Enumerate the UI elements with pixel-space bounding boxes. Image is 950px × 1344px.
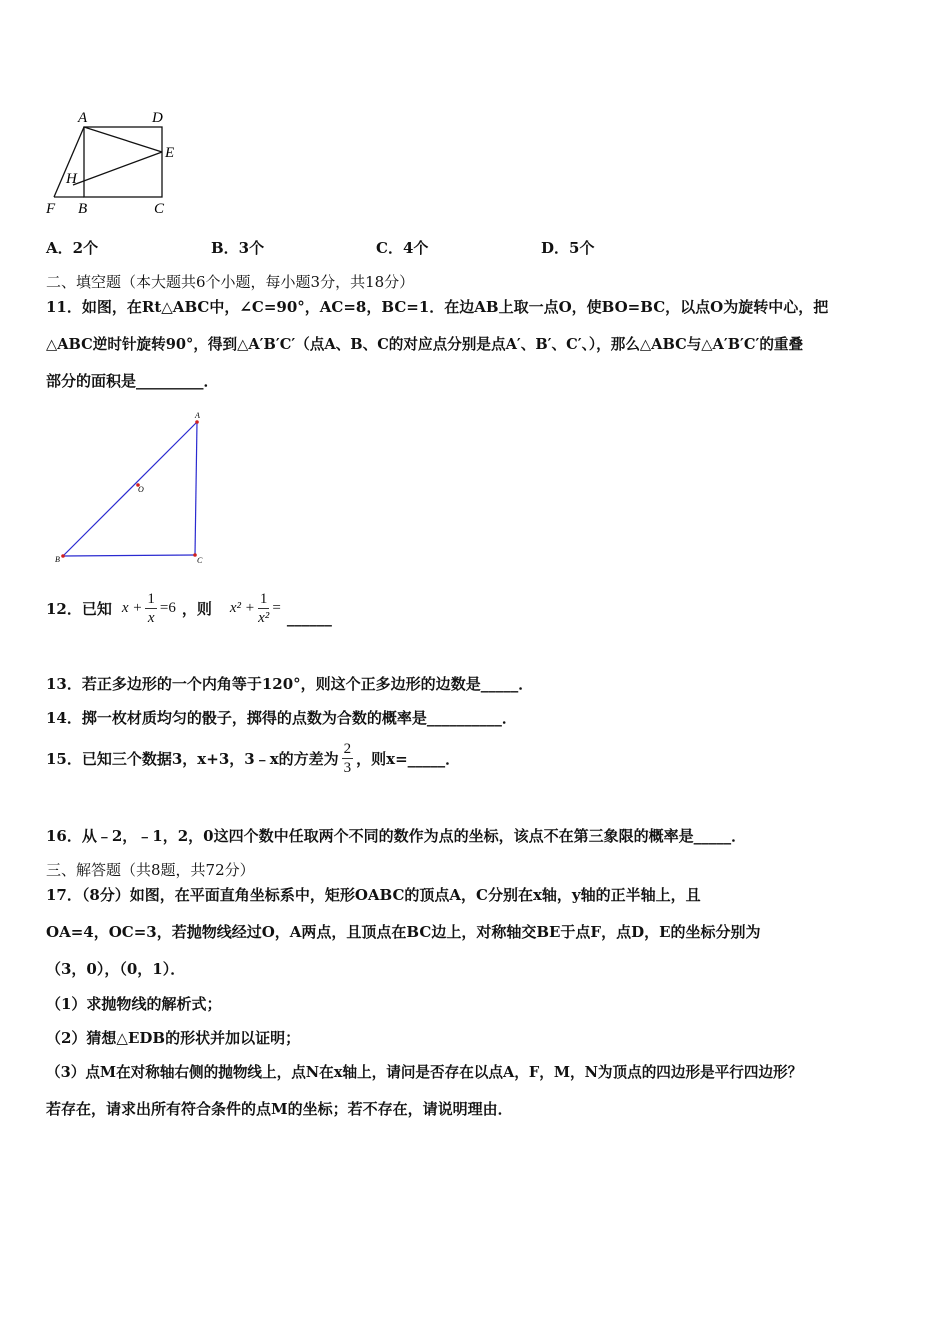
q17-part1: （1）求抛物线的解析式； (46, 995, 222, 1013)
q16-line: 16．从﹣2，﹣1，2，0这四个数中任取两个不同的数作为点的坐标，该点不在第三象限的概率是_____． (46, 827, 747, 845)
q17-part2: （2）猜想△EDB的形状并加以证明； (46, 1029, 301, 1047)
label-o: O (138, 485, 144, 494)
figure-q11 (50, 408, 220, 570)
triangle-abc (63, 422, 197, 556)
q15-suffix: ，则x=_____． (356, 750, 461, 768)
q12-expr2-fraction: $\frac{1}{\text{x²}}$ (258, 591, 270, 626)
q12-expr1-fraction: $\frac{1}{x}$ (147, 591, 155, 626)
q17-part3b: 若存在，请求出所有符合条件的点M的坐标；若不存在，请说明理由． (46, 1100, 513, 1118)
q17-part3: （3）点M在对称轴右侧的抛物线上，点N在x轴上，请问是否存在以点A，F，M，N为顶点的四边形是平行四边形？ (46, 1064, 803, 1081)
q17-line2: OA=4，OC=3，若抛物线经过O，A两点，且顶点在BC边上，对称轴交BE于点F，点D，E的坐标分别为 (46, 923, 761, 941)
figure-q10 (40, 105, 200, 217)
q10-option-a: A．2个 (46, 239, 99, 257)
q14-line: 14．掷一枚材质均匀的骰子，掷得的点数为合数的概率是__________． (46, 709, 517, 727)
label-c: C (154, 201, 165, 217)
q11-line1: 11．如图，在Rt△ABC中，∠C=90°，AC=8，BC=1．在边AB上取一点O，使BO=BC，以点O为旋转中心，把 (46, 298, 829, 316)
q15-prefix: 15．已知三个数据3，x+3，3﹣x的方差为 (46, 750, 339, 768)
label-h: H (66, 171, 77, 187)
q12-expr2-rhs: = (272, 600, 281, 616)
q12-prefix: 12．已知 (46, 600, 112, 618)
label-b: B (55, 555, 60, 564)
label-c: C (197, 556, 203, 565)
point-a (195, 420, 199, 424)
section2-title: 二、填空题（本大题共6个小题，每小题3分，共18分） (46, 273, 415, 291)
label-d: D (152, 110, 163, 126)
q17-line3: （3，0），（0，1）． (46, 960, 186, 978)
q12-expr1-rhs: =6 (159, 600, 176, 616)
q10-option-b: B．3个 (211, 239, 265, 257)
q10-option-c: C．4个 (376, 239, 429, 257)
q12-expr1-term: x + (121, 600, 143, 616)
q10-option-d: D．5个 (541, 239, 595, 257)
q15-variance-fraction: $\frac{2}{3}$ (343, 741, 352, 776)
q12-line (46, 590, 332, 627)
point-b (61, 554, 65, 558)
label-e: E (165, 145, 175, 161)
segment-ae (84, 127, 162, 152)
label-f: F (46, 201, 56, 217)
rectangle-abcd (84, 127, 162, 197)
label-a: A (78, 110, 88, 126)
q12-middle: ，则 (181, 600, 212, 618)
q15-line (46, 740, 460, 777)
q11-line2: △ABC逆时针旋转90°，得到△A′B′C′（点A、B、C的对应点分别是点A′、B′、C′、），那么△ABC与△A′B′C′的重叠 (46, 336, 804, 353)
q12-answer-blank: ______ (286, 609, 332, 627)
label-b: B (78, 201, 88, 217)
q13-line: 13．若正多边形的一个内角等于120°，则这个正多边形的边数是_____． (46, 675, 534, 693)
q17-line1: 17．（8分）如图，在平面直角坐标系中，矩形OABC的顶点A，C分别在x轴，y轴的正半轴上，且 (46, 886, 701, 904)
segment-he (73, 152, 162, 185)
label-a: A (195, 411, 200, 420)
q11-line3: 部分的面积是_________． (46, 372, 219, 390)
section3-title: 三、解答题（共8题，共72分） (46, 861, 255, 879)
q12-expr2-term: x² + (229, 600, 255, 616)
